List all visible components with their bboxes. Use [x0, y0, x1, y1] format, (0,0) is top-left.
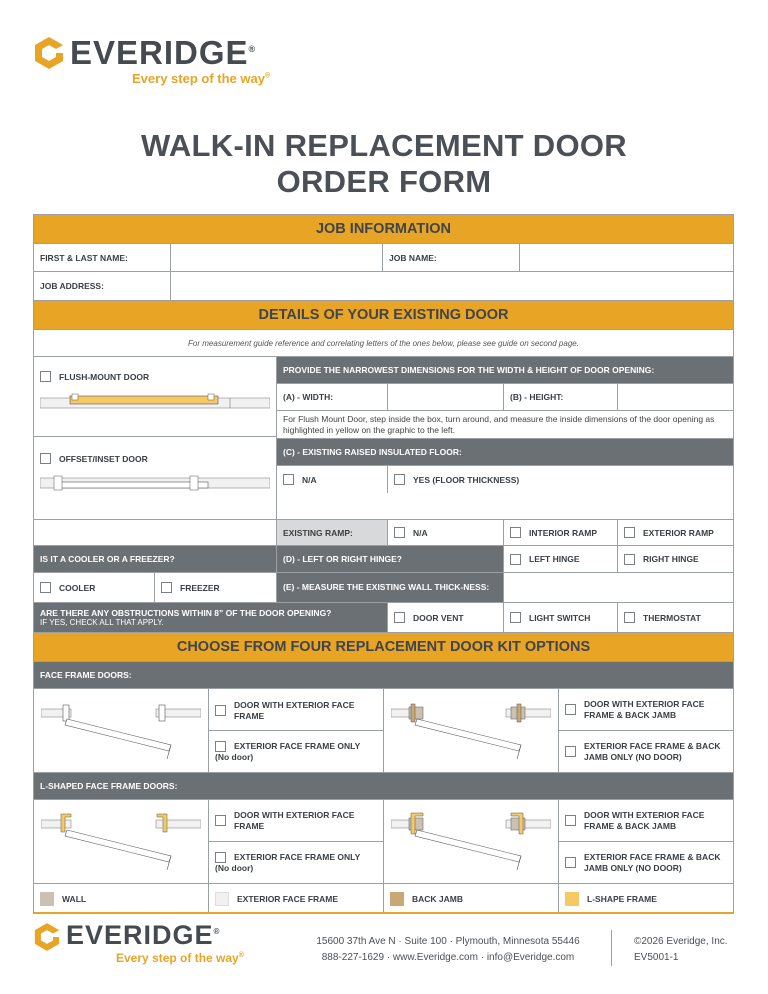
floor-yes-checkbox[interactable] [394, 474, 405, 485]
door-vent-checkbox[interactable] [394, 612, 405, 623]
thermostat-option[interactable] [618, 603, 733, 632]
wall-thickness-field[interactable] [504, 573, 733, 602]
thermostat-checkbox[interactable] [624, 612, 635, 623]
floor-yes-label: YES (FLOOR THICKNESS) [413, 474, 520, 485]
ramp-na-option[interactable] [388, 520, 504, 545]
obstructions-question [34, 603, 388, 632]
everidge-logo-footer [34, 922, 244, 965]
footer-brand-name: EVERIDGE [66, 920, 214, 950]
l-door-ext-face-label: DOOR WITH EXTERIOR FACE FRAME [234, 809, 355, 831]
ramp-na-checkbox[interactable] [394, 527, 405, 538]
title-line2: ORDER FORM [276, 164, 492, 199]
l-door-ext-face-option[interactable] [209, 800, 383, 842]
floor-na-label: N/A [302, 474, 317, 485]
flush-mount-label: FLUSH-MOUNT DOOR [59, 371, 150, 382]
legend-l-shape [559, 884, 733, 913]
door-ext-face-label: DOOR WITH EXTERIOR FACE FRAME [234, 699, 355, 721]
right-hinge-option[interactable] [618, 546, 733, 572]
width-label: (A) - WIDTH: [277, 384, 388, 410]
raised-floor-heading: (C) - EXISTING RAISED INSULATED FLOOR: [277, 439, 733, 465]
contact-line: 888-227-1629 · www.Everidge.com · info@Everidge.com [321, 952, 575, 963]
door-ext-face-checkbox[interactable] [215, 705, 226, 716]
flush-mount-diagram [40, 390, 270, 416]
door-ext-face-option[interactable] [209, 689, 383, 731]
l-door-ext-face-checkbox[interactable] [215, 815, 226, 826]
flush-mount-option[interactable] [40, 371, 270, 382]
legend-back-jamb [384, 884, 559, 913]
door-vent-option[interactable] [388, 603, 504, 632]
ext-back-only-label: EXTERIOR FACE FRAME & BACK JAMB ONLY (NO DOOR) [584, 740, 721, 762]
l-no-door-note: (No door) [215, 862, 254, 873]
offset-inset-option[interactable] [40, 453, 270, 464]
job-name-label: JOB NAME: [383, 244, 520, 271]
door-ext-back-option[interactable] [559, 689, 733, 731]
job-info-header: JOB INFORMATION [34, 215, 733, 244]
interior-ramp-option[interactable] [504, 520, 618, 545]
left-hinge-checkbox[interactable] [510, 554, 521, 565]
l-ext-back-only-option[interactable] [559, 842, 733, 883]
footer-address [300, 934, 596, 966]
copyright-line: ©2026 Everidge, Inc. [634, 936, 728, 947]
legend-l-shape-label: L-SHAPE FRAME [587, 893, 657, 904]
narrowest-heading: PROVIDE THE NARROWEST DIMENSIONS FOR THE WIDTH & HEIGHT OF DOOR OPENING: [277, 357, 733, 383]
height-label: (B) - HEIGHT: [504, 384, 618, 410]
exterior-ramp-label: EXTERIOR RAMP [643, 527, 714, 538]
cooler-option[interactable] [34, 573, 155, 602]
details-header: DETAILS OF YOUR EXISTING DOOR [34, 301, 733, 330]
l-ext-face-only-label: EXTERIOR FACE FRAME ONLY [234, 851, 361, 862]
floor-na-option[interactable] [277, 466, 388, 493]
l-ext-back-only-checkbox[interactable] [565, 857, 576, 868]
name-label: FIRST & LAST NAME: [34, 244, 171, 271]
light-switch-checkbox[interactable] [510, 612, 521, 623]
face-frame-diagram [41, 701, 201, 761]
ext-back-only-checkbox[interactable] [565, 746, 576, 757]
exterior-ramp-option[interactable] [618, 520, 733, 545]
hexagon-logo-icon [34, 922, 60, 952]
name-field[interactable] [171, 244, 383, 271]
light-switch-label: LIGHT SWITCH [529, 612, 591, 623]
footer-copyright [634, 934, 728, 966]
thermostat-label: THERMOSTAT [643, 612, 701, 623]
address-label: JOB ADDRESS: [34, 272, 171, 300]
address-line: 15600 37th Ave N · Suite 100 · Plymouth, Minnesota 55446 [316, 936, 580, 947]
right-hinge-checkbox[interactable] [624, 554, 635, 565]
freezer-option[interactable] [155, 573, 277, 602]
wall-thickness-question: (E) - MEASURE THE EXISTING WALL THICK-NESS: [277, 573, 504, 602]
l-ext-face-only-checkbox[interactable] [215, 852, 226, 863]
cooler-checkbox[interactable] [40, 582, 51, 593]
brand-name: EVERIDGE [70, 34, 249, 71]
light-switch-option[interactable] [504, 603, 618, 632]
flush-mount-note: For Flush Mount Door, step inside the box, turn around, and measure the inside dimensions of the door opening as highlighted in yellow on the graphic to the left. [283, 413, 715, 435]
ext-face-only-option[interactable] [209, 731, 383, 772]
page-title [0, 128, 768, 200]
ramp-na-label: N/A [413, 527, 428, 538]
address-field[interactable] [171, 272, 733, 300]
title-line1: WALK-IN REPLACEMENT DOOR [141, 128, 627, 163]
l-ext-face-only-option[interactable] [209, 842, 383, 883]
ext-face-swatch [215, 892, 229, 906]
l-shaped-diagram [41, 812, 201, 872]
offset-inset-label: OFFSET/INSET DOOR [59, 453, 148, 464]
wall-swatch [40, 892, 54, 906]
width-field[interactable] [388, 384, 504, 410]
obstructions-sub: IF YES, CHECK ALL THAT APPLY. [40, 618, 164, 627]
face-frame-options [34, 689, 733, 773]
freezer-checkbox[interactable] [161, 582, 172, 593]
form-code: EV5001-1 [634, 952, 679, 963]
l-shaped-heading: L-SHAPED FACE FRAME DOORS: [34, 773, 733, 799]
tagline: Every step of the way [132, 71, 265, 86]
door-ext-back-label: DOOR WITH EXTERIOR FACE FRAME & BACK JAMB [584, 698, 705, 720]
cooler-label: COOLER [59, 582, 96, 593]
door-ext-back-checkbox[interactable] [565, 704, 576, 715]
order-form [33, 214, 734, 914]
ext-face-only-label: EXTERIOR FACE FRAME ONLY [234, 740, 361, 751]
l-door-ext-back-label: DOOR WITH EXTERIOR FACE FRAME & BACK JAMB [584, 809, 705, 831]
door-vent-label: DOOR VENT [413, 612, 464, 623]
footer-brand-reg: ® [213, 927, 221, 936]
l-shaped-back-jamb-diagram [391, 812, 551, 872]
kits-header: CHOOSE FROM FOUR REPLACEMENT DOOR KIT OPTIONS [34, 633, 733, 662]
face-frame-heading: FACE FRAME DOORS: [34, 662, 733, 688]
offset-inset-diagram [40, 472, 270, 498]
face-frame-back-jamb-diagram [391, 701, 551, 761]
legend-wall [34, 884, 209, 913]
footer-vertical-divider [611, 930, 612, 966]
left-hinge-label: LEFT HINGE [529, 554, 580, 564]
hinge-question: (D) - LEFT OR RIGHT HINGE? [277, 546, 504, 572]
footer-divider [34, 912, 734, 914]
l-ext-back-only-label: EXTERIOR FACE FRAME & BACK JAMB ONLY (NO DOOR) [584, 851, 721, 873]
legend-ext-face-label: EXTERIOR FACE FRAME [237, 893, 339, 904]
brand-reg: ® [248, 44, 257, 54]
job-name-field[interactable] [520, 244, 733, 271]
no-door-note: (No door) [215, 751, 254, 762]
right-hinge-label: RIGHT HINGE [643, 554, 699, 564]
l-door-ext-back-option[interactable] [559, 800, 733, 842]
floor-yes-option[interactable] [388, 466, 733, 493]
flush-mount-checkbox[interactable] [40, 371, 51, 382]
obstructions-text: ARE THERE ANY OBSTRUCTIONS WITHIN 8” OF THE DOOR OPENING? [40, 608, 332, 618]
cooler-question: IS IT A COOLER OR A FREEZER? [34, 546, 277, 572]
l-shape-swatch [565, 892, 579, 906]
everidge-logo [34, 36, 270, 86]
ext-back-only-option[interactable] [559, 731, 733, 772]
left-hinge-option[interactable] [504, 546, 618, 572]
ext-face-only-checkbox[interactable] [215, 741, 226, 752]
existing-ramp-label: EXISTING RAMP: [277, 520, 388, 545]
back-jamb-swatch [390, 892, 404, 906]
legend-ext-face [209, 884, 384, 913]
legend-back-jamb-label: BACK JAMB [412, 893, 463, 904]
interior-ramp-label: INTERIOR RAMP [529, 527, 597, 538]
tag-reg: ® [264, 72, 271, 80]
l-door-ext-back-checkbox[interactable] [565, 815, 576, 826]
color-legend [34, 884, 733, 913]
measurement-note: For measurement guide reference and correlating letters of the ones below, please see guide on second page. [188, 338, 579, 348]
offset-inset-checkbox[interactable] [40, 453, 51, 464]
footer-tagline: Every step of the way [116, 951, 239, 965]
footer-tag-reg: ® [238, 952, 244, 959]
l-shaped-options [34, 800, 733, 884]
floor-na-checkbox[interactable] [283, 474, 294, 485]
legend-wall-label: WALL [62, 893, 87, 904]
interior-ramp-checkbox[interactable] [510, 527, 521, 538]
freezer-label: FREEZER [180, 582, 220, 593]
height-field[interactable] [618, 384, 733, 410]
hexagon-logo-icon [34, 36, 64, 70]
exterior-ramp-checkbox[interactable] [624, 527, 635, 538]
